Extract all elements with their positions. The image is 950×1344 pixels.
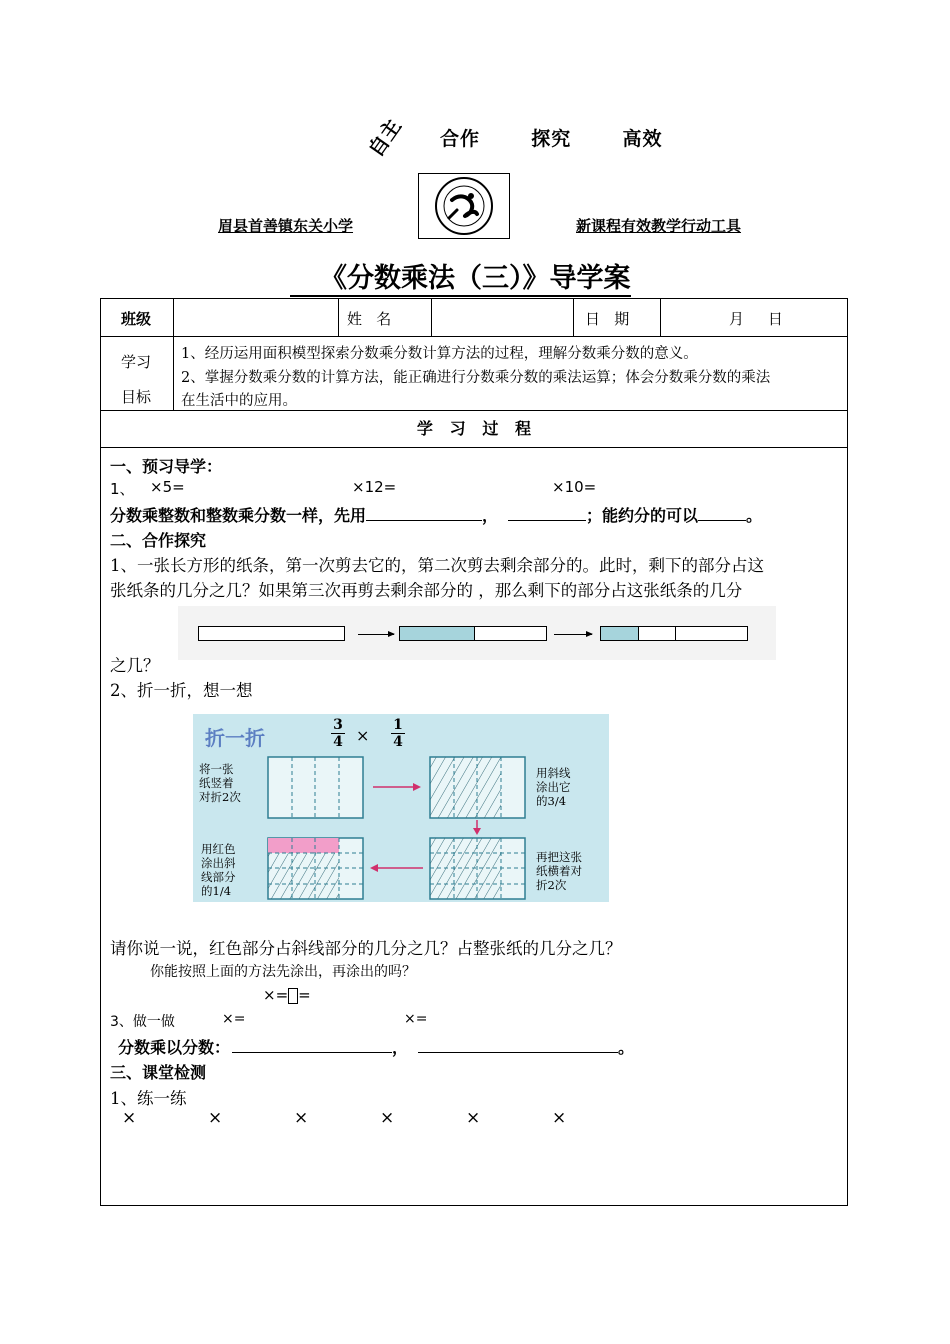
exercise-times-6: × [552,1108,567,1128]
exercise-times-3: × [294,1108,309,1128]
goal-line-2: 2、掌握分数乘分数的计算方法，能正确进行分数乘分数的乘法运算；体会分数乘分数的乘法 [181,370,771,386]
q1-expr-a: ×5= [150,478,185,496]
strip-whole [198,626,345,641]
rule2-text-c: 。 [618,1038,635,1057]
fold-step1: 将一张 纸竖着 对折2次 [199,762,241,804]
problem1-line2: 张纸条的几分之几？如果第三次再剪去剩余部分的 ，那么剩下的部分占这张纸条的几分 [110,581,743,600]
rule2-blank-1[interactable] [232,1037,392,1053]
times-symbol: × [356,726,370,745]
fold-step4: 用红色 涂出斜 线部分 的1/4 [201,842,236,898]
section1-heading: 一、预习导学： [110,457,223,476]
process-title: 学 习 过 程 [416,419,532,438]
q1-prefix: 1、 [110,480,135,498]
strip-cut-once [399,626,547,641]
practice-prefix: 3、做一做 [110,1014,175,1030]
problem2-text: 2、折一折，想一想 [110,681,253,700]
motto: 合作 探究 高效 [440,128,663,150]
tool-caption: 新课程有效教学行动工具 [576,217,742,235]
arrow-icon [554,634,592,635]
rule-blank-2[interactable] [508,505,586,521]
rule2-text-b: ， [392,1038,409,1057]
arrow-icon [358,634,394,635]
rule-line [110,503,762,526]
fraction-1-4: 1 4 [391,717,405,750]
fold-illustration [193,714,609,902]
practice-expr-a: ×= [222,1011,246,1027]
practice-expr-b: ×= [404,1011,428,1027]
school-name: 眉县首善镇东关小学 [218,217,354,235]
strip-diagram [178,606,776,660]
school-logo [418,173,510,239]
fold-step2: 用斜线 涂出它 的3/4 [536,766,571,808]
section2-heading: 二、合作探究 [110,531,207,550]
goals-label-2: 目标 [121,388,152,406]
strip-cut-twice [600,626,748,641]
goals-label-1: 学习 [121,353,152,371]
exercise-label: 1、练一练 [110,1089,187,1108]
rule2-line [118,1035,634,1058]
rule-blank-1[interactable] [366,505,482,521]
problem1-line3: 之几？ [110,656,160,675]
motto-zizhu: 自主 [363,114,406,162]
q1-expr-b: ×12= [352,478,397,496]
name-label: 姓 名 [347,310,392,328]
section3-heading: 三、课堂检测 [110,1063,207,1082]
rule-text-a: 分数乘整数和整数乘分数一样，先用 [110,506,367,525]
fold-title: 折一折 [205,726,265,750]
exercise-times-2: × [208,1108,223,1128]
date-label: 日 期 [585,310,630,328]
exercise-times-1: × [122,1108,137,1128]
exercise-times-4: × [380,1108,395,1128]
goal-line-3: 在生活中的应用。 [181,393,297,409]
rule-blank-3[interactable] [698,505,746,521]
rule-text-d: 。 [746,506,763,525]
exercise-times-5: × [466,1108,481,1128]
fold-step3: 再把这张 纸横着对 折2次 [536,850,582,892]
fraction-3-4: 3 4 [331,717,345,750]
page-title: 《分数乘法（三）》导学案 [290,256,631,297]
fold-formula: ×= = [263,986,311,1004]
rule2-blank-2[interactable] [418,1037,618,1053]
rule-text-b: ， [482,506,499,525]
answer-box[interactable] [288,988,298,1004]
problem1-line1: 1、一张长方形的纸条，第一次剪去它的，第二次剪去剩余部分的。此时，剩下的部分占这 [110,556,764,575]
fold-question: 请你说一说，红色部分占斜线部分的几分之几？占整张纸的几分之几？ [110,939,622,958]
q1-expr-c: ×10= [552,478,597,496]
rule-text-c: ；能约分的可以 [586,506,699,525]
class-label: 班级 [121,310,152,328]
goal-line-1: 1、经历运用面积模型探索分数乘分数计算方法的过程，理解分数乘分数的意义。 [181,346,698,362]
fold-hint: 你能按照上面的方法先涂出，再涂出的吗？ [150,964,416,980]
rule2-text-a: 分数乘以分数： [118,1038,231,1057]
date-value: 月 日 [729,310,783,328]
